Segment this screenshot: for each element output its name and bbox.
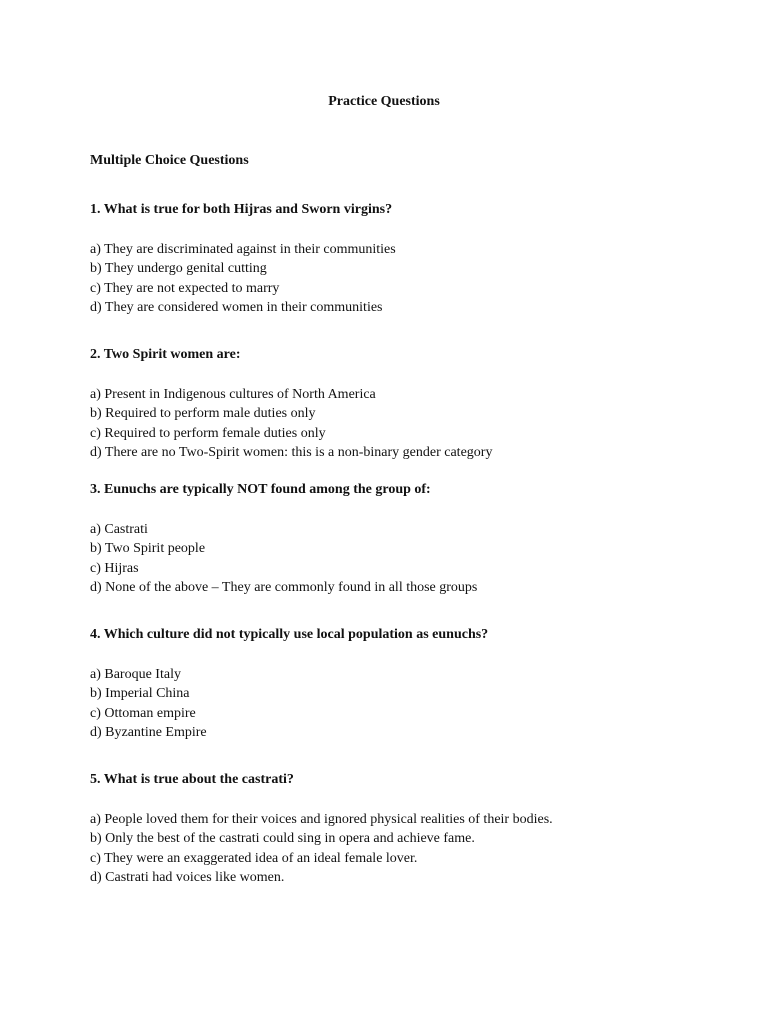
answer-option: b) Imperial China xyxy=(90,686,190,702)
answer-option: b) Two Spirit people xyxy=(90,541,206,557)
answer-option: c) They were an exaggerated idea of an ideal female lover. xyxy=(90,850,418,866)
answer-option: a) Present in Indigenous cultures of North America xyxy=(90,387,376,402)
question-text: 5. What is true about the castrati? xyxy=(90,772,294,787)
answer-options xyxy=(90,520,730,598)
answer-option: d) Byzantine Empire xyxy=(90,725,207,741)
answer-option: a) People loved them for their voices and ignored physical realities of their bodies. xyxy=(90,812,553,827)
answer-options xyxy=(90,810,730,888)
answer-options xyxy=(90,665,730,743)
question-block xyxy=(90,346,730,463)
answer-option: a) Castrati xyxy=(90,522,148,537)
answer-option: a) They are discriminated against in their communities xyxy=(90,242,396,257)
answer-option: d) None of the above – They are commonly found in all those groups xyxy=(90,580,478,596)
question-text: 2. Two Spirit women are: xyxy=(90,347,241,362)
answer-options xyxy=(90,385,730,463)
answer-option: b) They undergo genital cutting xyxy=(90,261,267,277)
page-title: Practice Questions xyxy=(328,94,440,109)
answer-option: a) Baroque Italy xyxy=(90,667,181,682)
answer-option: d) Castrati had voices like women. xyxy=(90,870,285,886)
answer-option: d) They are considered women in their communities xyxy=(90,300,383,316)
answer-option: c) Required to perform female duties only xyxy=(90,425,326,441)
question-text: 1. What is true for both Hijras and Sworn virgins? xyxy=(90,202,393,217)
question-text: 3. Eunuchs are typically NOT found among the group of: xyxy=(90,482,431,497)
question-block xyxy=(90,626,730,743)
question-block xyxy=(90,201,730,318)
answer-option: c) They are not expected to marry xyxy=(90,280,280,296)
section-heading: Multiple Choice Questions xyxy=(90,153,249,168)
question-block xyxy=(90,771,730,888)
answer-option: c) Ottoman empire xyxy=(90,705,196,721)
answer-option: d) There are no Two-Spirit women: this is a non-binary gender category xyxy=(90,445,493,461)
answer-option: b) Required to perform male duties only xyxy=(90,406,316,422)
answer-option: c) Hijras xyxy=(90,560,139,576)
question-text: 4. Which culture did not typically use local population as eunuchs? xyxy=(90,627,489,642)
question-block xyxy=(90,481,730,598)
answer-options xyxy=(90,240,730,318)
answer-option: b) Only the best of the castrati could sing in opera and achieve fame. xyxy=(90,831,475,847)
